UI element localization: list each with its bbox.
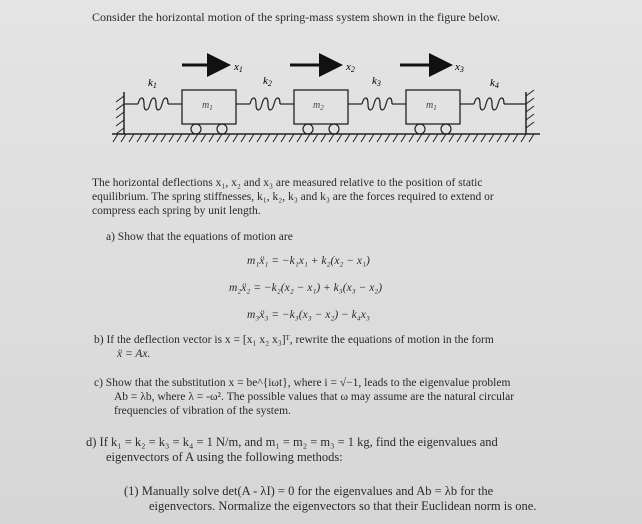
part-c-line3: frequencies of vibration of the system. <box>114 405 291 417</box>
ground-hatch <box>113 134 534 142</box>
x3-label: x3 <box>455 61 464 74</box>
part-a-text: a) Show that the equations of motion are <box>106 231 293 243</box>
x1-label: x1 <box>234 61 243 74</box>
spring-k1 <box>124 98 182 110</box>
mass-2 <box>294 90 348 134</box>
equation-2: m₂ẍ₂ = −k₂(x₂ − x₁) + k₃(x₃ − x₂) <box>229 282 383 294</box>
svg-text:m1: $m_1$ <box>202 100 213 112</box>
intro-text: Consider the horizontal motion of the spring-mass system shown in the figure below. <box>92 10 501 24</box>
equation-3: m₃ẍ₃ = −k₃(x₃ − x₂) − k₄x₃ <box>247 309 370 321</box>
k3-label: k3 <box>372 75 381 88</box>
para1-line1: The horizontal deflections x₁, x₂ and x₃ are measured relative to the position of static <box>92 177 483 189</box>
spring-k3 <box>348 98 406 110</box>
part-c-line2: Ab = λb, where λ = -ω². The possible values that ω may assume are the natural circular <box>114 391 515 403</box>
para1-line3: compress each spring by unit length. <box>92 205 261 217</box>
x2-label: x2 <box>346 61 355 74</box>
svg-text:m2: $m_2$ <box>313 100 324 112</box>
part-d1-line1: (1) Manually solve det(A - λI) = 0 for the eigenvalues and Ab = λb for the <box>124 484 494 498</box>
part-c-line1: c) Show that the substitution x = be^{iωt}, where i = √−1, leads to the eigenvalue problem <box>94 377 511 389</box>
part-d-line2: eigenvectors of A using the following methods: <box>106 450 343 464</box>
part-d-line1: d) If k₁ = k₂ = k₃ = k₄ = 1 N/m, and m₁ = m₂ = m₃ = 1 kg, find the eigenvalues and <box>86 435 498 449</box>
spring-k4 <box>460 98 526 110</box>
spring-mass-figure <box>0 44 642 194</box>
svg-text:m1: $m_1$ <box>426 100 437 112</box>
k4-label: k4 <box>490 77 499 90</box>
mass-3 <box>406 90 460 134</box>
k2-label: k2 <box>263 75 272 88</box>
part-b-line2: ẍ = Ax. <box>117 348 151 360</box>
equation-1: m₁ẍ₁ = −k₁x₁ + k₂(x₂ − x₁) <box>247 255 370 267</box>
part-b-line1: b) If the deflection vector is x = [x₁ x₂ x₃]ᵀ, rewrite the equations of motion in the form <box>94 334 494 346</box>
para1-line2: equilibrium. The spring stiffnesses, k₁, k₂, k₃ and k₃ are the forces required to extend or <box>92 191 494 203</box>
part-d1-line2: eigenvectors. Normalize the eigenvectors so that their Euclidean norm is one. <box>149 499 537 513</box>
k1-label: k1 <box>148 77 157 90</box>
spring-k2 <box>236 98 294 110</box>
mass-1 <box>182 90 236 134</box>
